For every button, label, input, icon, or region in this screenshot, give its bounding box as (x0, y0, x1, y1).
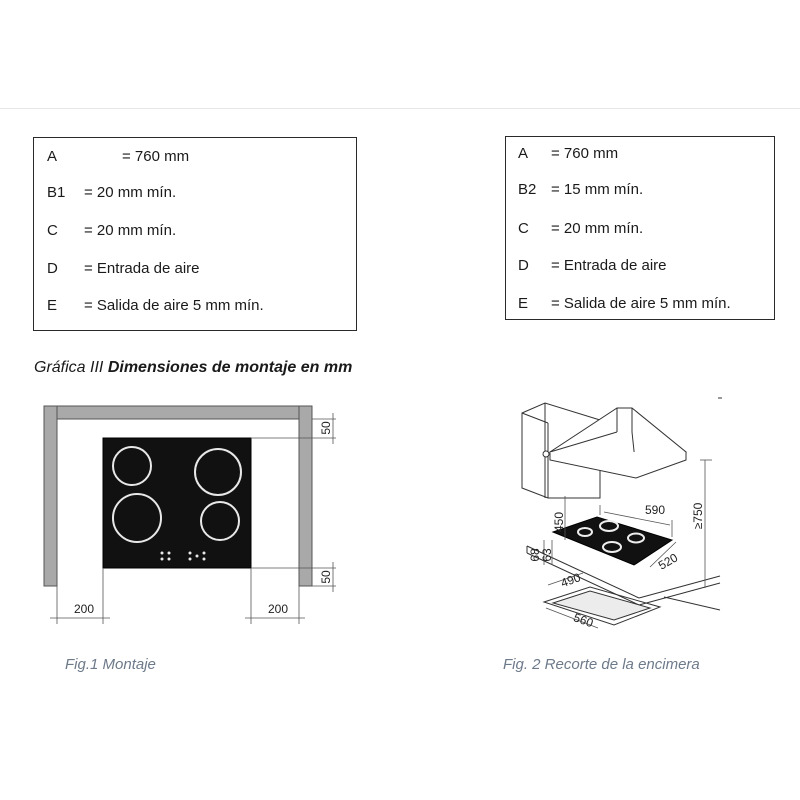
legend-key: B2 (518, 181, 537, 198)
graph-heading-title: Dimensiones de montaje en mm (107, 359, 353, 376)
legend-key: D (47, 260, 58, 277)
fig2-dim-cut-560: 560 (571, 610, 596, 631)
fig1-dim-bottom: 50 (319, 570, 333, 584)
legend-key: A (518, 145, 529, 162)
fig2-dim-450: 450 (552, 511, 566, 533)
legend-key: B1 (47, 184, 66, 201)
legend-key: C (518, 220, 529, 237)
legend-value: = 760 mm (551, 145, 619, 162)
fig1-dim-right: 200 (267, 602, 289, 616)
legend-value: = Salida de aire 5 mm mín. (84, 297, 264, 314)
fig1-dim-top: 50 (319, 421, 333, 435)
legend-value: = 15 mm mín. (551, 181, 644, 198)
legend-key: A (47, 148, 58, 165)
countertop-cutout (544, 587, 660, 625)
fig2-caption: Fig. 2 Recorte de la encimera (503, 656, 700, 673)
legend-value: = Entrada de aire (84, 260, 200, 277)
fig2-dim-cut-490: 490 (558, 570, 583, 591)
legend-key: C (47, 222, 58, 239)
fig1-caption: Fig.1 Montaje (65, 656, 156, 673)
fig1-dim-left: 200 (73, 602, 95, 616)
fig2-dim-63: 63 (540, 548, 554, 562)
legend-value: = 20 mm mín. (84, 184, 177, 201)
legend-value: = Entrada de aire (551, 257, 667, 274)
legend-value: = 20 mm mín. (84, 222, 177, 239)
hob-panel-3d (553, 517, 672, 565)
legend-key: E (47, 297, 58, 314)
fig2-dim-hood-height: ≥750 (691, 502, 705, 530)
graph-heading-prefix: Gráfica III (34, 359, 104, 376)
fig2-dim-68: 68 (528, 548, 542, 562)
legend-key: D (518, 257, 529, 274)
legend-value: = 20 mm mín. (551, 220, 644, 237)
fig2-dim-width: 590 (645, 503, 666, 517)
fig2-dim-depth: 520 (655, 550, 681, 573)
legend-key: E (518, 295, 529, 312)
legend-value: = Salida de aire 5 mm mín. (551, 295, 731, 312)
legend-value: = 760 mm (122, 148, 190, 165)
